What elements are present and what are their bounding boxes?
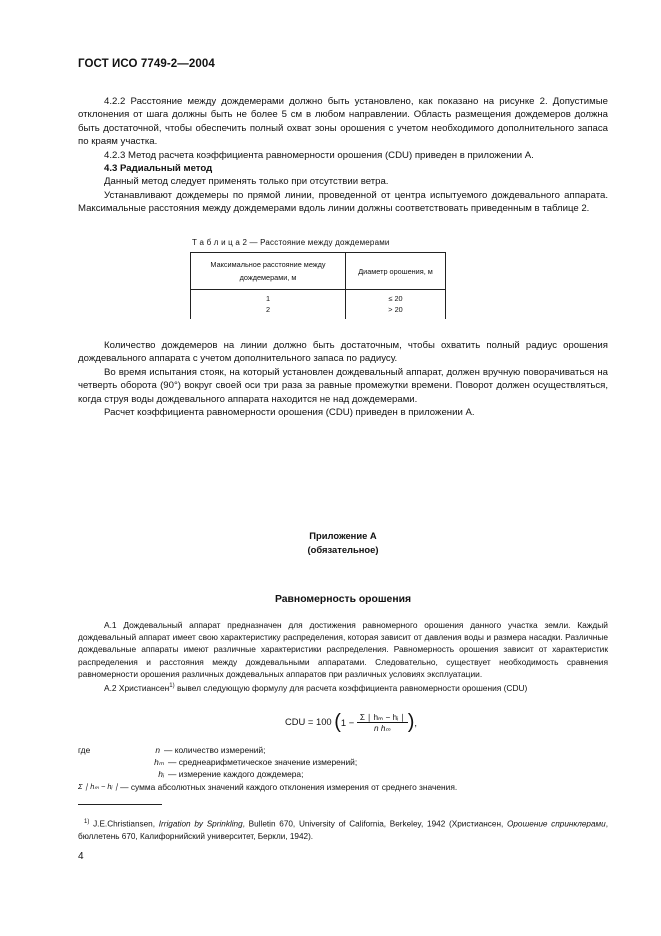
paragraph-riser-rotation: Во время испытания стояк, на который установлен дождевальный аппарат, должен вручную поворачиваться на четверть оборота (90°) вокруг своей оси три раза за равные промежутки времени. Поворот должен осуществляться, когда струя воды дождевального аппарата находится не над дождемерами. — [78, 366, 608, 405]
paragraph-4-2-2: 4.2.2 Расстояние между дождемерами должно быть установлено, как показано на рисунке 2. Допустимые отклонения от шага должны быть не более 5 см в любом направлении. Область размещения дождемеров должна быть достаточной, чтобы обеспечить полный охват зоны орошения с учетом необходимого дополнительного запаса по краям участка. — [78, 96, 608, 148]
paragraph-a2: А.2 Христиансен$^{1)}$ вывел следующую формулу для расчета коэффициента равномерности орошения (CDU) — [104, 682, 528, 693]
paragraph-a1: А.1 Дождевальный аппарат предназначен для достижения равномерного орошения данного участка земли. Каждый дождевальный аппарат имеет свою характеристику распределения, которая зависит от давления воды и размера насадки. Различные дождевальные аппараты имеют различные характеристики распределения. Равномерность орошения зависит от характеристик распределения и расстояния между дождевальными аппаратами. Следовательно, существует необходимость сравнения равномерности орошения различных дождевальных аппаратов при различных условиях эксплуатации. — [78, 620, 608, 679]
table-2-header-diameter: Диаметр орошения, м — [346, 253, 446, 290]
annex-subtitle: (обязательное) — [307, 544, 379, 555]
cdu-formula: CDU = 100 (1 − $\frac{\text{Σ ∣ hₘ − hᵢ ∣}}{\text{n hₘ}}$ ), — [285, 711, 418, 733]
definition-row: Σ ∣ hₘ − hᵢ ∣ — сумма абсолютных значений каждого отклонения измерения от среднего значения. — [78, 781, 458, 792]
definition-row: где n — количество измерений; — [78, 745, 266, 755]
annex-title: Приложение А — [309, 530, 377, 541]
table-row: 2 > 20 — [191, 304, 446, 319]
formula-definitions — [78, 744, 457, 793]
section-4-3-continued — [78, 339, 608, 419]
definition-row: hᵢ — измерение каждого дождемера; — [158, 769, 304, 780]
table-row: 1 ≤ 20 — [191, 290, 446, 305]
paragraph-gauge-count: Количество дождемеров на линии должно быть достаточным, чтобы охватить полный радиус орошения дождевального аппарата с учетом дополнительного запаса по радиусу. — [78, 340, 608, 365]
section-4-2-text — [78, 95, 608, 216]
paragraph-4-2-3: 4.2.3 Метод расчета коэффициента равномерности орошения (CDU) приведен в приложении А. — [104, 149, 534, 161]
paragraph-wind-note: Данный метод следует применять только при отсутствии ветра. — [104, 176, 389, 188]
table-2-caption: Т а б л и ц а 2 — Расстояние между дождемерами — [192, 238, 390, 247]
page-number: 4 — [78, 851, 84, 862]
footnote-divider — [78, 804, 162, 805]
formula-fraction: $\frac{\text{Σ ∣ hₘ − hᵢ ∣}}{\text{n hₘ}}$ — [357, 712, 408, 733]
paragraph-radial-setup: Устанавливают дождемеры по прямой линии, проведенной от центра испытуемого дождевального аппарата. Максимальные расстояния между дождемерами вдоль линии должны соответствовать приведенным в таблице 2. — [78, 189, 608, 215]
paragraph-cdu-reference: Расчет коэффициента равномерности орошения (CDU) приведен в приложении А. — [104, 407, 475, 419]
definition-row: hₘ — среднеарифметическое значение измерений; — [154, 757, 358, 768]
document-header: ГОСТ ИСО 7749-2—2004 — [78, 58, 215, 70]
footnote: $^{1)}$ J.E.Christiansen, Irrigation by Sprinkling, Bulletin 670, University of California, Berkeley, 1942 (Христиансен, Орошение спринклерами, бюллетень 670, Калифорнийский университет, Беркли, 1942). — [78, 819, 608, 841]
annex-a1-text — [78, 619, 608, 694]
table-2 — [190, 252, 446, 319]
table-2-header-spacing: Максимальное расстояние между дождемерами, м — [191, 253, 346, 290]
heading-4-3: 4.3 Радиальный метод — [104, 163, 213, 175]
annex-heading: Равномерность орошения — [274, 594, 412, 605]
